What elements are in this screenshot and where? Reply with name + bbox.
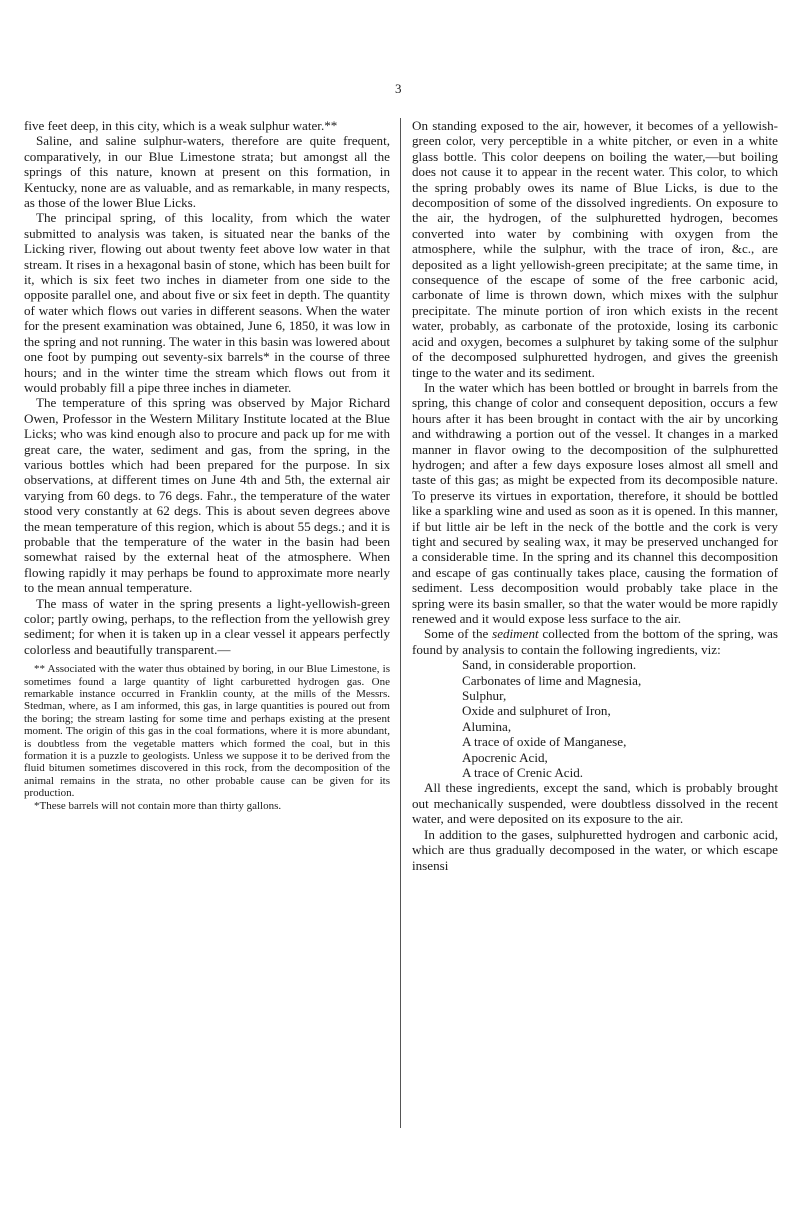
paragraph: On standing exposed to the air, however, it becomes of a yellowish-green color, very perceptible in a white pitcher, or even in a white glass bottle. This color deepens on boiling the water,—but boiling does not cause it to appear in the recent water. This color, to which the spring probably owes its name of Blue Licks, is due to the decomposition of some of the dissolved ingredients. On exposure to the air, the hydrogen, of the sulphuretted hydrogen, becomes converted into water by combining with oxygen from the atmosphere, while the sulphur, with the trace of iron, &c., are deposited as a light yellowish-green precipitate; at the same time, in consequence of the escape of some of the free carbonic acid, carbonate of lime is thrown down, which mixes with the sulphur precipitate. The minute portion of iron which exists in the recent water, probably, as carbonate of the protoxide, losing its carbonic acid and oxygen, becomes a sulphuret by taking some of the sulphur of the decomposed sulphuretted hydrogen, and gives the greenish tinge to the water and its sediment. (412, 118, 778, 380)
sediment-intro-after: collected from the bottom of the spring, was found by analysis to contain the following ingredients, viz: (412, 626, 778, 657)
paragraph: In addition to the gases, sulphuretted hydrogen and carbonic acid, which are thus gradually decomposed in the water, or which escape insensi (412, 826, 778, 873)
list-item: Oxide and sulphuret of Iron, (462, 703, 611, 719)
footnote: *These barrels will not contain more than thirty gallons. (34, 799, 282, 812)
list-item: A trace of Crenic Acid. (462, 765, 584, 781)
right-column (412, 118, 778, 873)
paragraph: five feet deep, in this city, which is a weak sulphur water.** (24, 118, 338, 133)
paragraph: Saline, and saline sulphur-waters, therefore are quite frequent, comparatively, in our Blue Limestone strata; but amongst all the springs of this nature, known at present on this formation, in Kentucky, none are as valuable, and as remarkable, in many respects, as those of the lower Blue Licks. (24, 133, 390, 211)
paragraph: In the water which has been bottled or brought in barrels from the spring, this change of color and consequent deposition, occurs a few hours after it has been brought in contact with the air by uncorking and withdrawing a portion out of the vessel. It changes in a marked manner in flavor owing to the decomposition of the sulphuretted hydrogen; and after a few days exposure loses almost all smell and taste of this gas; as might be expected from its decomposible nature. To preserve its virtues in exportation, therefore, it should be bottled like a sparkling wine and used as soon as it is opened. In this manner, if but little air be left in the neck of the bottle and the cork is very tight and secured by sealing wax, it may be preserved unchanged for a considerable time. In the spring and its channel this decomposition and escape of gas continually takes place, causing the formation of sediment. Less decomposition would probably take place in the spring were its basin smaller, so that the water would be more rapidly renewed and it would expose less surface to the air. (412, 379, 778, 626)
left-column (24, 118, 390, 812)
list-item: A trace of oxide of Manganese, (462, 734, 627, 750)
footnote: ** Associated with the water thus obtained by boring, in our Blue Limestone, is sometimes found a large quantity of light carburetted hydrogen gas. One remarkable instance occurred in Franklin county, at the mills of the Messrs. Stedman, where, as I am informed, this gas, in large quantities is poured out from the boring; the stream lasting for some time and perhaps existing at the present moment. The origin of this gas in the coal formations, where it is more abundant, is doubtless from the vegetable matters which formed the coal, but in this formation it is a puzzle to geologists. Unless we suppose it to be derived from the fluid bitumen sometimes discovered in this rock, from the decomposition of the animal remains in the strata, no other probable cause can be given for its production. (24, 663, 390, 800)
ingredient-list (462, 657, 778, 780)
paragraph: The temperature of this spring was observed by Major Richard Owen, Professor in the Western Military Institute located at the Blue Licks; who was kind enough also to procure and pack up for me with great care, the water, sediment and gas, from the spring, in the various bottles which had been prepared for the purpose. In six observations, at different times on June 4th and 5th, the external air varying from 60 degs. to 76 degs. Fahr., the temperature of the water stood very constantly at 62 degs. This is about seven degrees above the mean temperature of this region, which is about 55 degs.; and it is probable that the temperature of the water in the basin had been somewhat raised by the external heat of the atmosphere. When flowing rapidly it may perhaps be found to approximate more nearly to the mean annual temperature. (24, 395, 390, 596)
list-item: Alumina, (462, 718, 512, 734)
list-item: Carbonates of lime and Magnesia, (462, 672, 642, 688)
sediment-intro-before: Some of the (424, 626, 493, 642)
list-item: Sand, in considerable proportion. (462, 657, 637, 673)
paragraph: The principal spring, of this locality, from which the water submitted to analysis was taken, is situated near the banks of the Licking river, flowing out about twenty feet above low water in that stream. It rises in a hexagonal basin of stone, which has been built for it, which is six feet two inches in diameter from one side to the opposite parallel one, and about five or six feet in depth. The quantity of water which flows out varies in different seasons. When the water for the present examination was obtained, June 6, 1850, it was low in the spring and not running. The water in this basin was lowered about one foot by pumping out seventy-six barrels* in the course of three hours; and in the winter time the stream which flows out from it would probably fill a pipe three inches in diameter. (24, 210, 390, 395)
paragraph: The mass of water in the spring presents a light-yellowish-green color; partly owing, perhaps, to the reflection from the yellowish grey sediment; for when it is taken up in a clear vessel it appears perfectly colorless and beautifully transparent.— (24, 595, 390, 657)
paragraph: All these ingredients, except the sand, which is probably brought out mechanically suspended, were doubtless dissolved in the recent water, and were deposited on its exposure to the air. (412, 780, 778, 827)
page-number: 3 (395, 81, 402, 96)
list-item: Apocrenic Acid, (462, 749, 548, 765)
footnotes (24, 663, 390, 812)
sediment-intro (412, 626, 778, 657)
column-divider (400, 118, 401, 1128)
sediment-term: sediment (492, 626, 539, 642)
list-item: Sulphur, (462, 688, 507, 704)
